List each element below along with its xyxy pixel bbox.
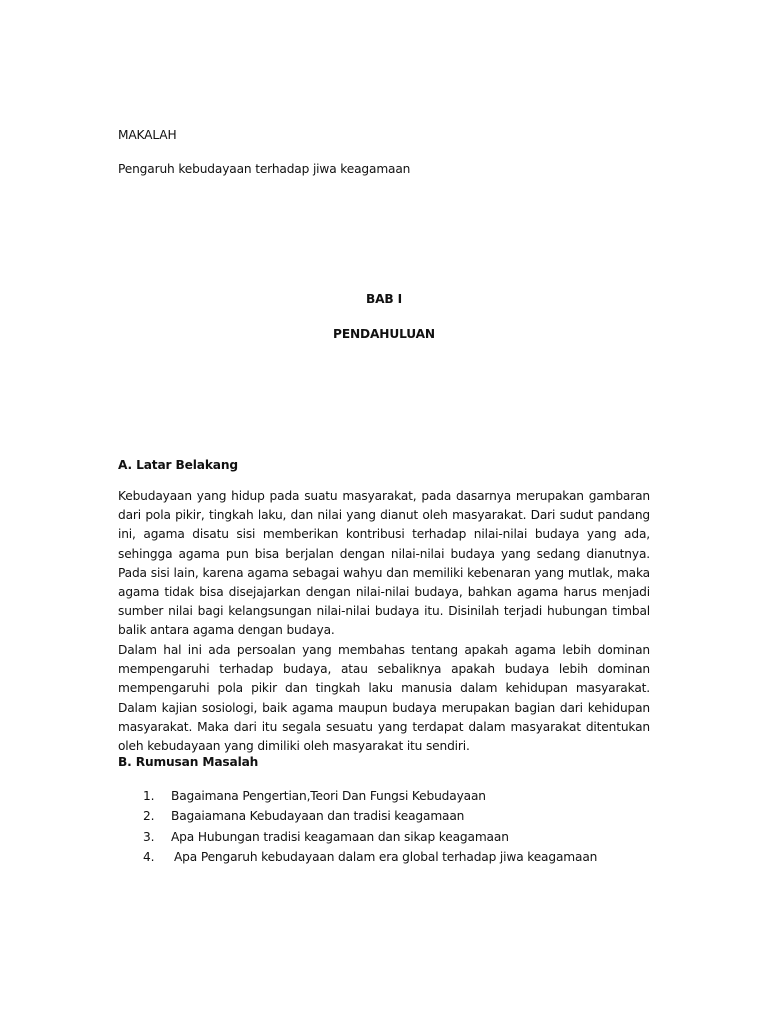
section-a-heading: A. Latar Belakang	[118, 458, 238, 472]
list-item-number: 3.	[143, 829, 155, 844]
section-a-paragraph-1: Kebudayaan yang hidup pada suatu masyarakat, pada dasarnya merupakan gambaran dari pola pikir, tingkah laku, dan nilai yang dianut oleh masyarakat. Dari sudut pandang ini, agama disatu sisi memberikan kontribusi terhadap nilai-nilai budaya yang ada, sehingga agama pun bisa berjalan dengan nilai-nilai budaya yang sedang dianutnya. Pada sisi lain, karena agama sebagai wahyu dan memiliki kebenaran yang mutlak, maka agama tidak bisa disejajarkan dengan nilai-nilai budaya, bahkan agama harus menjadi sumber nilai bagi kelangsungan nilai-nilai budaya itu. Disinilah terjadi hubungan timbal balik antara agama dengan budaya.	[118, 489, 650, 638]
list-item-text: Bagaimana Pengertian,Teori Dan Fungsi Kebudayaan	[171, 789, 486, 803]
document-label: MAKALAH	[118, 128, 177, 142]
list-item-number: 1.	[143, 789, 155, 803]
list-item-text: Apa Pengaruh kebudayaan dalam era global terhadap jiwa keagamaan	[174, 850, 598, 865]
list-item-text: Apa Hubungan tradisi keagamaan dan sikap keagamaan	[171, 829, 509, 844]
list-item-number: 4.	[143, 850, 155, 865]
list-item-number: 2.	[143, 809, 155, 824]
section-b-heading: B. Rumusan Masalah	[118, 755, 259, 769]
list-item-text: Bagaiamana Kebudayaan dan tradisi keagamaan	[171, 809, 465, 824]
document-title: Pengaruh kebudayaan terhadap jiwa keagamaan	[118, 162, 411, 176]
chapter-title: PENDAHULUAN	[333, 327, 435, 341]
chapter-number: BAB I	[365, 292, 403, 306]
section-a-paragraph-2: Dalam hal ini ada persoalan yang membahas tentang apakah agama lebih dominan mempengaruhi terhadap budaya, atau sebaliknya apakah budaya lebih dominan mempengaruhi pola pikir dan tingkah laku manusia dalam kehidupan masyarakat. Dalam kajian sosiologi, baik agama maupun budaya merupakan bagian dari kehidupan masyarakat. Maka dari itu segala sesuatu yang terdapat dalam masyarakat ditentukan oleh kebudayaan yang dimiliki oleh masyarakat itu sendiri.	[118, 643, 650, 754]
